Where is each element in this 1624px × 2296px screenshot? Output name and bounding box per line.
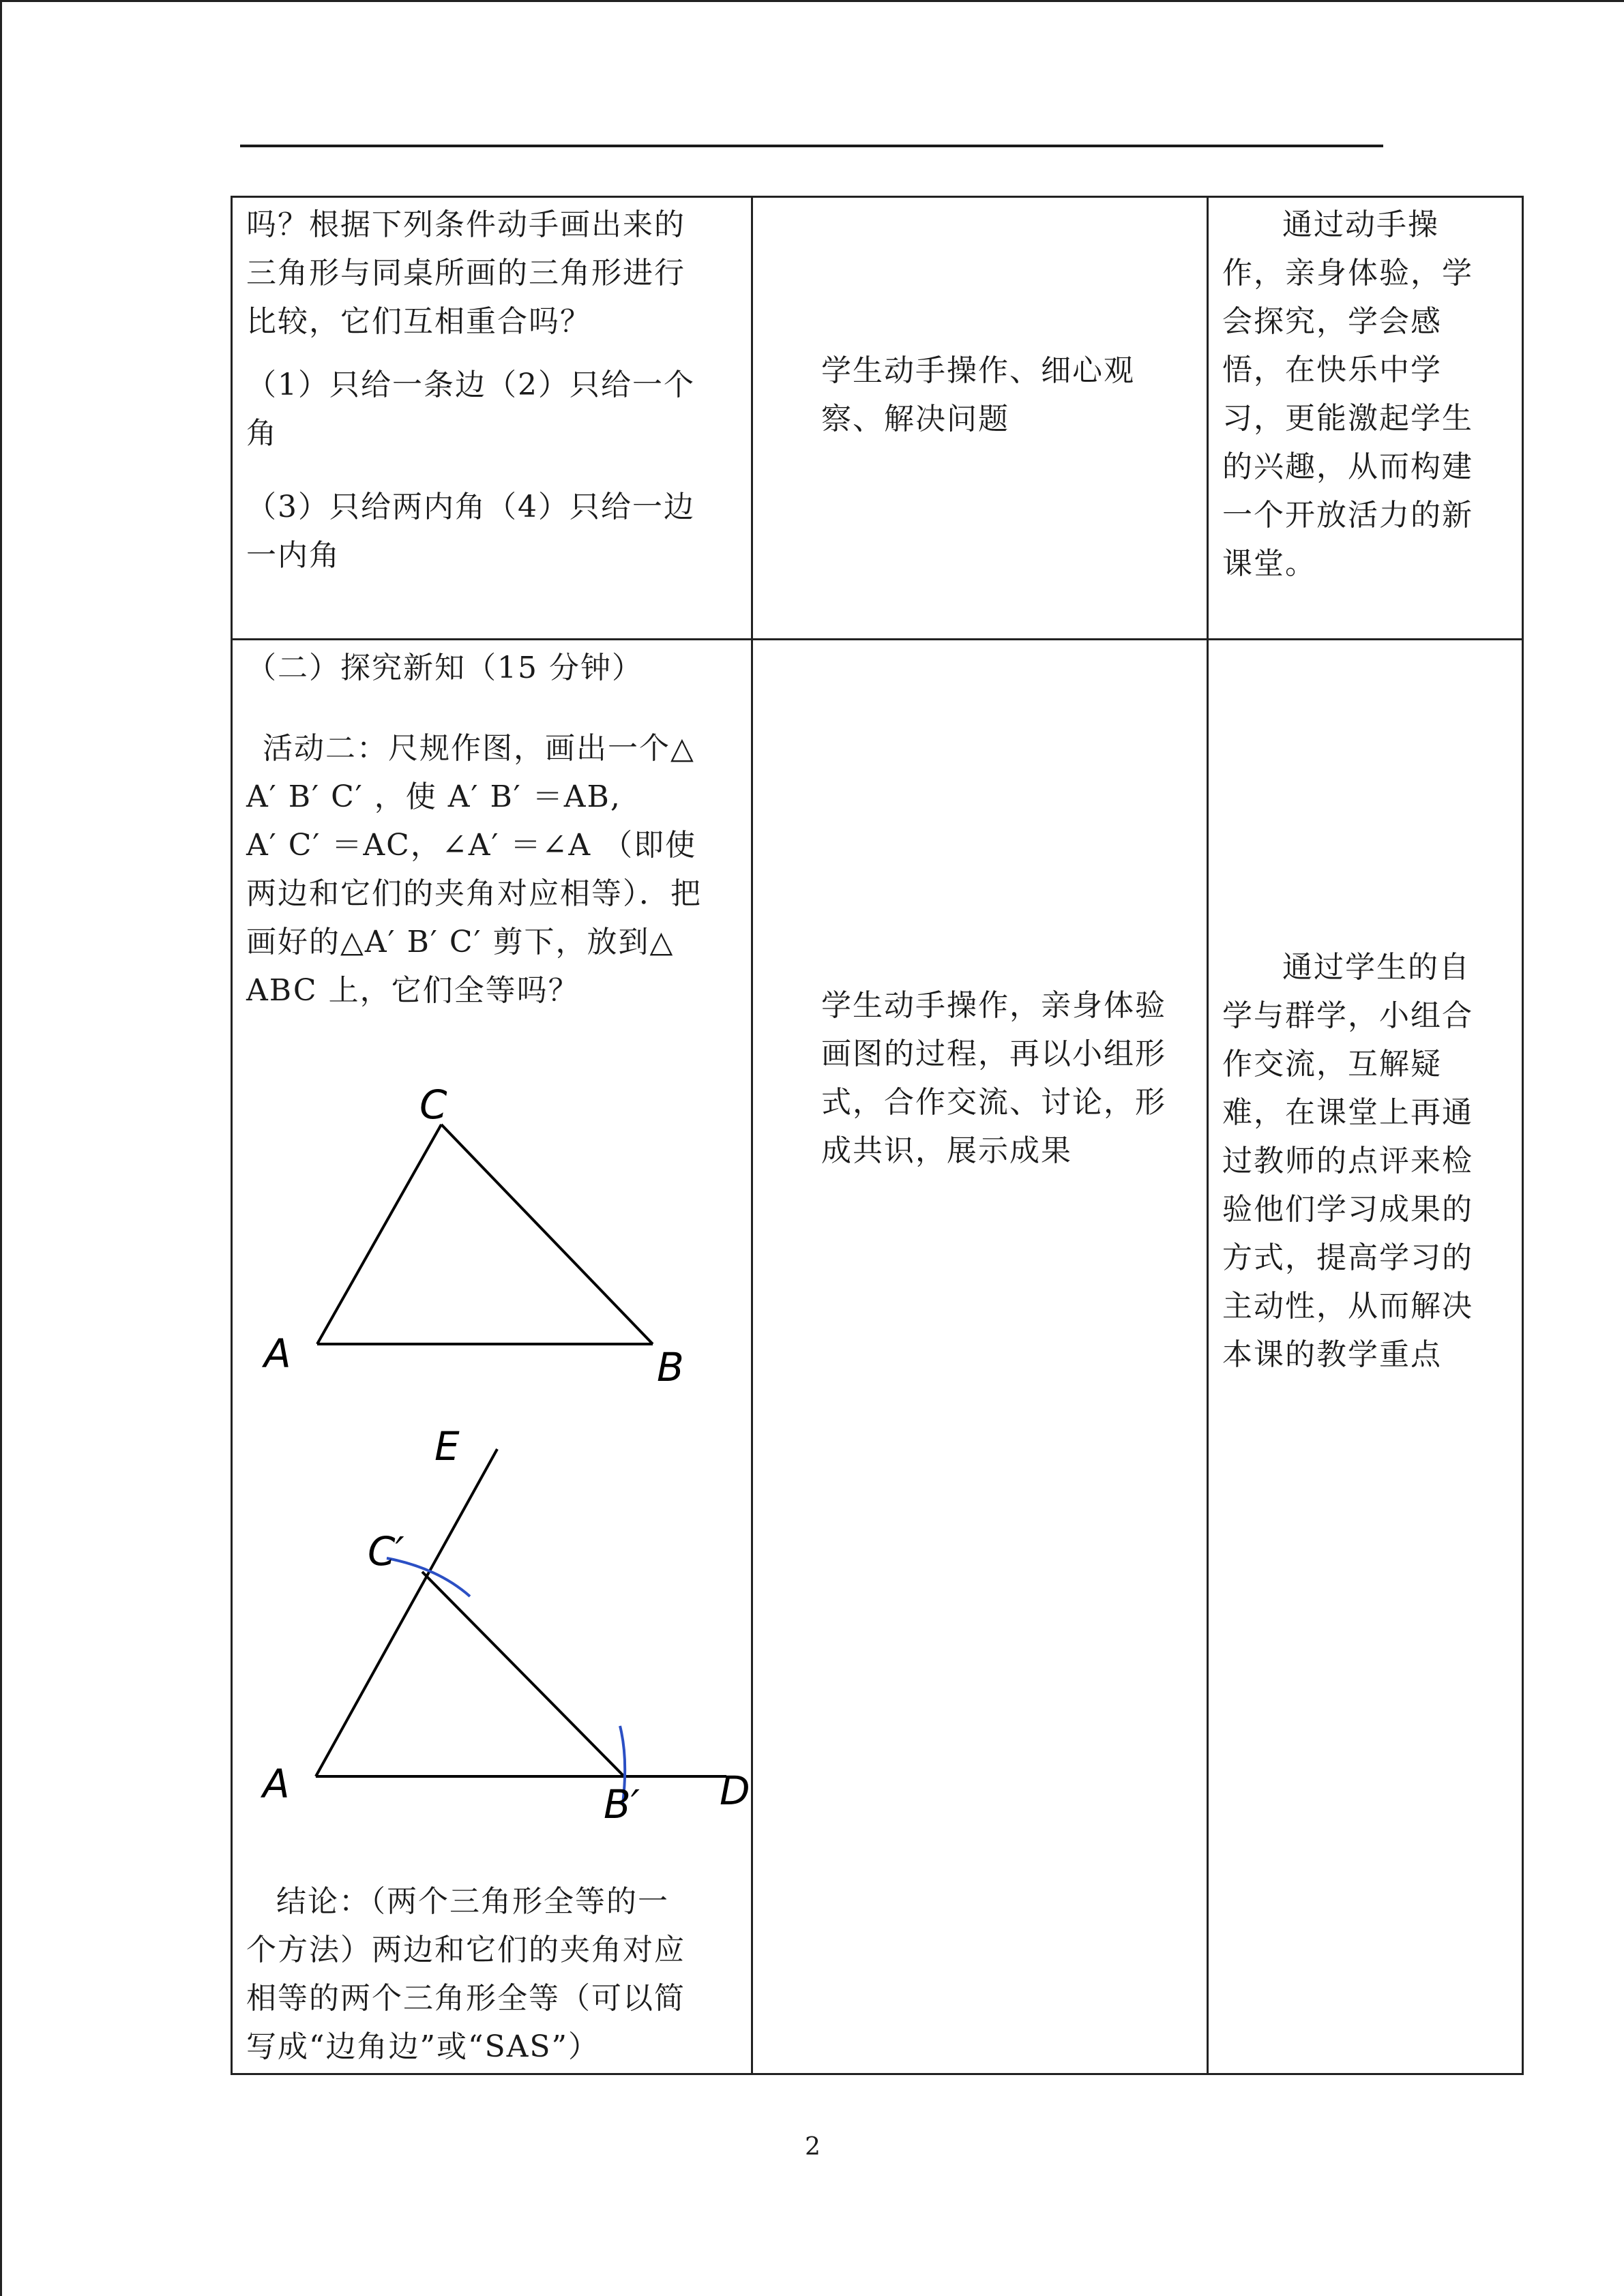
text-line: 画好的△A′ B′ C′ 剪下，放到△ [246,925,675,959]
text-line: （二）探究新知（15 分钟） [246,651,643,685]
text-line: ABC 上，它们全等吗？ [246,973,580,1008]
text-line: 学生动手操作，亲身体验 [821,988,1166,1023]
text-line: 察、解决问题 [821,402,1009,436]
conditions-3-4 [246,483,695,580]
label-c: C [419,1082,447,1128]
text-line: 主动性，从而解决 [1222,1289,1473,1324]
text-line: 结论：（两个三角形全等的一 [276,1884,669,1919]
text-line: 画图的过程，再以小组形 [821,1037,1166,1071]
text-line: 成共识，展示成果 [821,1133,1072,1168]
content-cell [232,640,752,2074]
construction-figure [233,640,751,2075]
table-row [232,197,1523,640]
purpose-cell [1208,640,1523,2074]
text-line: 通过动手操 [1282,207,1439,242]
label-d: D [720,1768,750,1814]
text-line: 作交流，互解疑 [1222,1047,1442,1082]
conclusion-text [246,1877,685,2071]
student-activity-cell [752,197,1208,640]
conditions-1-2 [246,361,695,458]
text-line: 通过学生的自 [1282,950,1471,985]
table-row [232,640,1523,2074]
text-line: 的兴趣，从而构建 [1222,449,1473,484]
purpose-cell [1208,197,1523,640]
student-activity-text [821,346,1135,443]
text-line: 本课的教学重点 [1222,1337,1442,1372]
label-a-prime: A [263,1761,290,1807]
text-line: 习，更能激起学生 [1222,401,1473,436]
text-line: 会探究，学会感 [1222,304,1442,339]
intro-question [246,200,685,346]
text-line: 难，在课堂上再通 [1222,1095,1473,1130]
content-cell [232,197,752,640]
text-line: 学与群学，小组合 [1222,998,1473,1033]
text-line: 式，合作交流、讨论，形 [821,1085,1166,1120]
text-line: 一个开放活力的新 [1222,498,1473,533]
text-line: A′ C′ ＝AC，∠A′ ＝∠A （即使 [246,828,697,863]
text-line: 验他们学习成果的 [1222,1192,1473,1227]
text-line: A′ B′ C′ ，使 A′ B′ ＝AB, [246,779,621,814]
text-line: 个方法）两边和它们的夹角对应 [246,1933,685,1967]
purpose-text [1222,943,1473,1379]
text-line: 角 [246,416,278,451]
text-line: 课堂。 [1222,546,1316,581]
label-b: B [657,1344,684,1390]
ray-ae [316,1449,497,1776]
header-rule [240,145,1383,147]
label-e: E [434,1423,460,1470]
purpose-text [1222,200,1473,588]
text-line: 比较，它们互相重合吗？ [246,304,591,339]
text-line: 一内角 [246,538,340,573]
label-a: A [264,1330,291,1377]
text-line: 过教师的点评来检 [1222,1144,1473,1178]
text-line: （1）只给一条边（2）只给一个 [246,368,695,402]
text-line: 学生动手操作、细心观 [821,353,1135,388]
label-c-prime: C′ [368,1528,404,1575]
text-line: 方式，提高学习的 [1222,1240,1473,1275]
page-border-left [0,0,2,2296]
text-line: 悟，在快乐中学 [1222,353,1442,387]
text-line: 相等的两个三角形全等（可以简 [246,1981,685,2016]
student-activity-text [821,981,1166,1175]
text-line: 活动二：尺规作图，画出一个△ [263,731,695,766]
text-line: 吗？根据下列条件动手画出来的 [246,207,685,242]
text-line: （3）只给两内角（4）只给一边 [246,490,695,524]
lesson-plan-table [231,196,1524,2075]
page-number: 2 [805,2133,821,2161]
student-activity-cell [752,640,1208,2074]
page-border-top [0,0,1624,2]
label-b-prime: B′ [604,1781,640,1828]
text-line: 写成“边角边”或“SAS”） [246,2029,600,2064]
text-line: 两边和它们的夹角对应相等）．把 [246,876,702,911]
text-line: 作，亲身体验，学 [1222,256,1473,290]
text-line: 三角形与同桌所画的三角形进行 [246,256,685,290]
segment-b-c-prime [422,1572,624,1776]
